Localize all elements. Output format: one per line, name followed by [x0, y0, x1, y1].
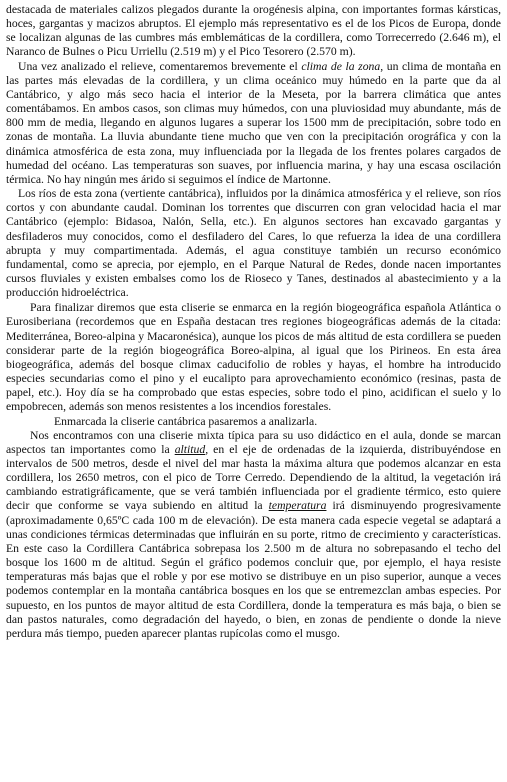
paragraph-text: irá disminuyendo progresivamente (aproximadamente 0,65ºC cada 100 m de elevación). De esta manera cada especie vegetal se adaptará a unas condiciones térmicas determinadas que influirán en su porte, ritmo de crecimiento y características. En este caso la Cordillera Cantábrica sobrepasa los 2.500 m de altura no sobrepasando el techo del bosque los 1600 m de altitud. Según el gráfico podemos concluir que, por ejemplo, el haya resiste temperaturas más bajas que el roble y por ese motivo se distribuye en un piso superior, aunque a veces podemos contemplar en la montaña cantábrica bosques en los que se entremezclan ambas especies. Por supuesto, en los puntos de mayor altitud de esta Cordillera, donde la temperatura es más baja, o bien se dan pastos naturales, como degradación del hayedo, o bien, en zonas de pendiente o donde la nieve perdura más tiempo, pueden aparecer plantas rupícolas como el musgo.: [6, 499, 501, 640]
paragraph-transition: [6, 415, 501, 429]
paragraph-text: Nos encontramos con una cliserie mixta típica para su uso didáctico en el aula, donde se marcan aspectos tan importantes como la: [6, 428, 501, 456]
emphasis-climate: clima de la zona: [301, 59, 381, 73]
paragraph-text: Una vez analizado el relieve, comentaremos brevemente el: [18, 59, 302, 73]
paragraph-text: Los ríos de esta zona (vertiente cantábrica), influidos por la dinámica atmosférica y el relieve, son ríos cortos y con abundante caudal. Dominan los torrentes que discurren con gran velocidad hacia el mar Cantábrico (ejemplo: Bidasoa, Nalón, Sella, etc.). En algunos sectores han excavado gargantas y desfiladeros muy conocidos, como el desfiladero del Cares, lo que refuerza la idea de una cordillera abrupta y muy compartimentada. Además, el agua constituye también un recurso económico fundamental, como se aprecia, por ejemplo, en el Parque Natural de Redes, donde nacen importantes cursos fluviales y existen embalses como los de Rioseco y Tanes, destinados al abastecimiento y a la producción hidroeléctrica.: [6, 187, 501, 300]
paragraph-cliserie-analysis: [6, 429, 501, 641]
paragraph-text: destacada de materiales calizos plegados durante la orogénesis alpina, con importantes formas kársticas, hoces, gargantas y macizos abruptos. El ejemplo más representativo es el de los Picos de Europa, donde se localizan algunas de las cumbres más emblemáticas de la cordillera, como Torrecerredo (2.646 m), el Naranco de Bulnes o Picu Urriellu (2.519 m) y el Pico Tesorero (2.570 m).: [6, 3, 501, 59]
paragraph-text: , un clima de montaña en las partes más elevadas de la cordillera, y un clima oceánico muy húmedo en la parte que da al Cantábrico, y algo más seco hacia el interior de la Meseta, por la barrera climática que antes comentábamos. En ambos casos, son climas muy húmedos, con una pluviosidad muy abundante, más de 800 mm de media, llegando en algunos lugares a superar los 1500 mm de precipitación, sobre todo en zonas de montaña. La lluvia abundante tiene mucho que ven con la precipitación orográfica y con la dinámica atmosférica de esta zona, muy influenciada por la llegada de los frentes polares cargados de humedad del océano. Las temperaturas son suaves, por influencia marina, y hay una escasa oscilación térmica. No hay ningún mes árido si seguimos el índice de Martonne.: [6, 59, 501, 186]
paragraph-biogeography: [6, 301, 501, 414]
paragraph-relief-end: [6, 3, 501, 60]
paragraph-rivers: [6, 187, 501, 300]
emphasis-temperature: temperatura: [268, 499, 327, 513]
emphasis-altitude: altitud: [174, 442, 206, 456]
paragraph-text: Para finalizar diremos que esta cliserie se enmarca en la región biogeográfica española Atlántica o Eurosiberiana (recordemos que en España destacan tres regiones biogeográficas además de la citada: Mediterránea, Boreo-alpina y Macaronésica), aunque los picos de más altitud de esta cordillera se pueden considerar parte de la región biogeográfica Boreo-alpina, al igual que los Pirineos. En esta área biogeográfica, además del bosque climax caducifolio de robles y hayas, el hombre ha introducido especies secundarias como el pino y el eucalipto para aprovechamiento económico (resinas, pasta de papel, etc.). Hoy día se ha comprobado que estas especies, sobre todo el pino, acidifican el suelo y lo empobrecen, además son menos resistentes a los incendios forestales.: [6, 301, 501, 414]
paragraph-text: , en el eje de ordenadas de la izquierda, distribuyéndose en intervalos de 500 metros, desde el nivel del mar hasta la máxima altura que podemos alcanzar en esta cordillera, los 2650 metros, con el pico de Torre Cerredo. Dependiendo de la altitud, la vegetación irá cambiando estratigráficamente, que se verá también influenciada por el gradiente térmico, esto quiere decir que conforme se vaya subiendo en altitud la: [6, 442, 501, 513]
paragraph-climate: [6, 60, 501, 187]
paragraph-text: Enmarcada la cliserie cantábrica pasaremos a analizarla.: [54, 414, 318, 428]
